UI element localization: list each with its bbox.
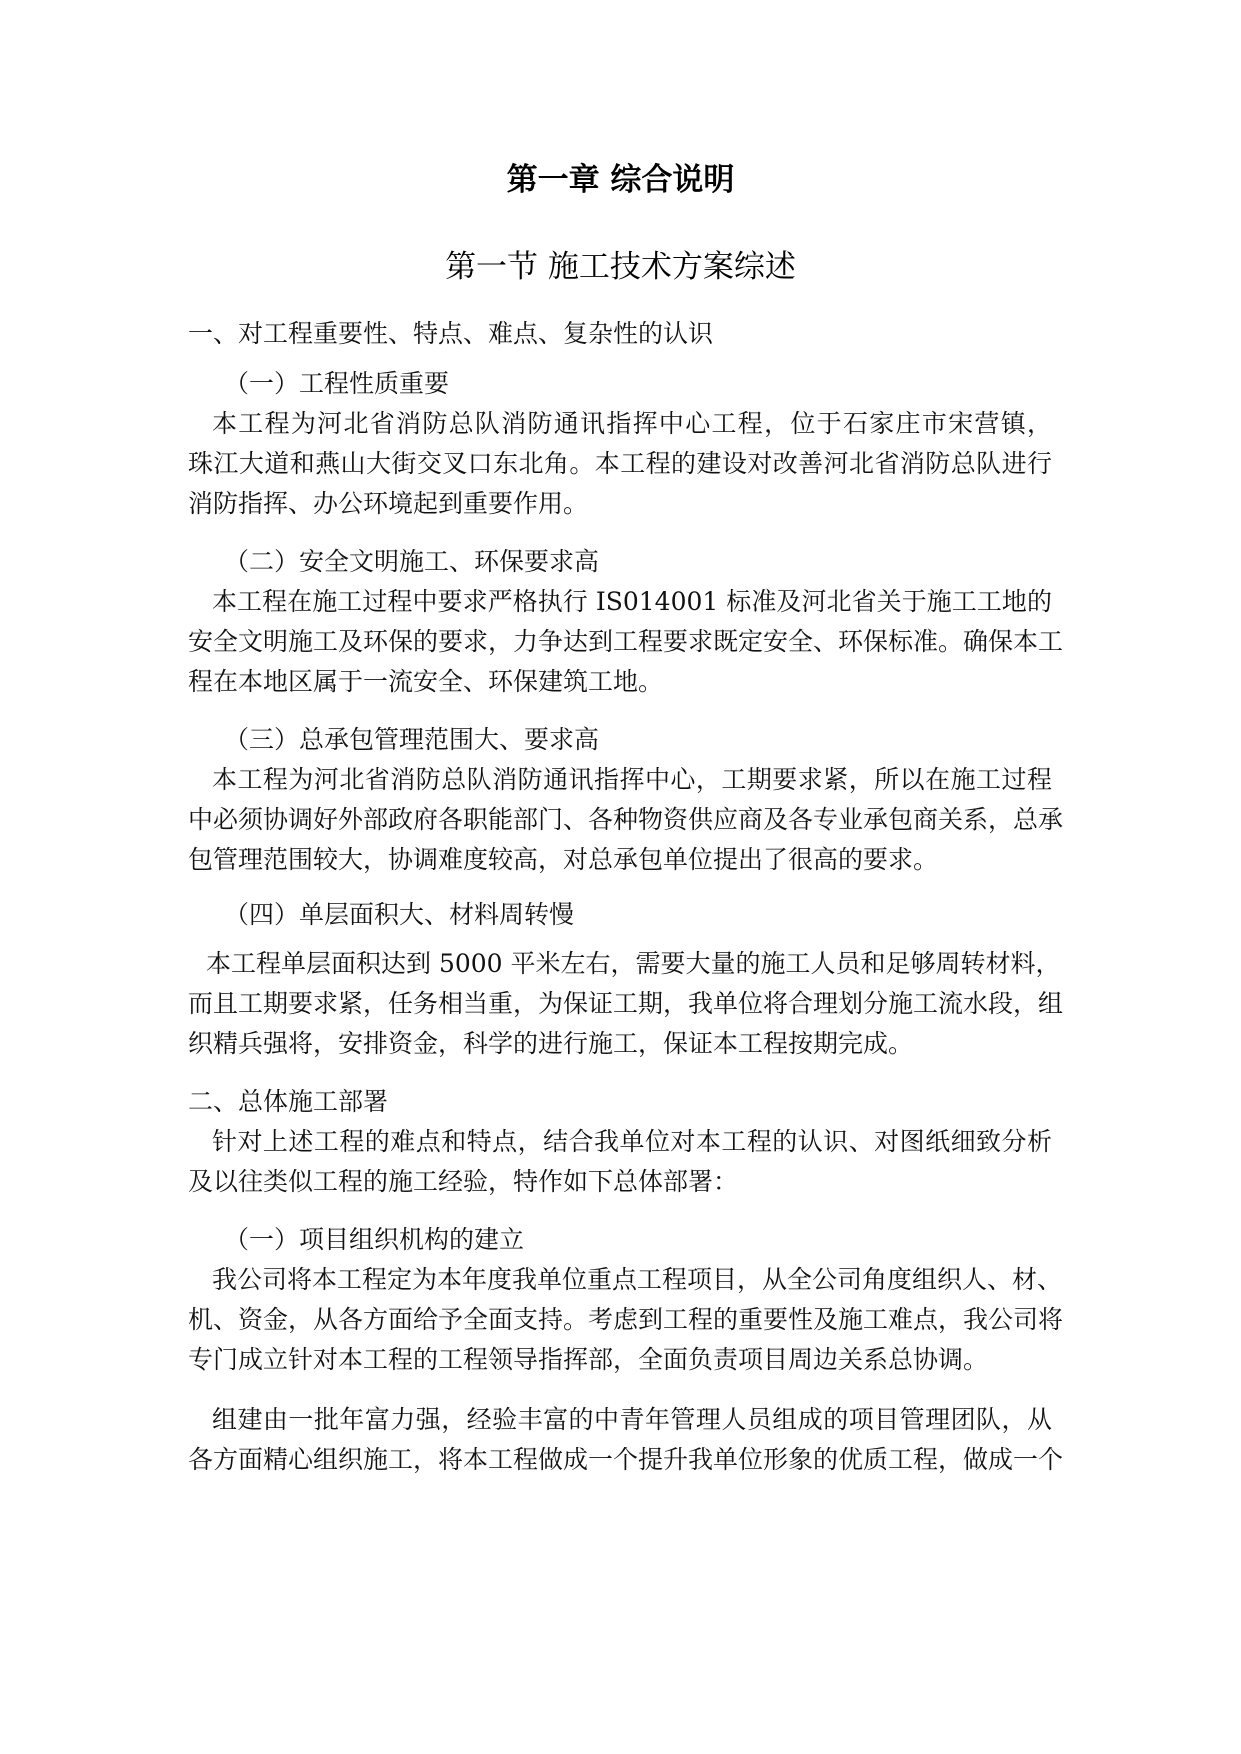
paragraph-line: 各方面精心组织施工，将本工程做成一个提升我单位形象的优质工程，做成一个: [188, 1445, 1064, 1474]
paragraph-line: 机、资金，从各方面给予全面支持。考虑到工程的重要性及施工难点，我公司将: [188, 1305, 1064, 1334]
heading-2: 二、总体施工部署: [188, 1087, 389, 1116]
subheading-5: （一）项目组织机构的建立: [224, 1225, 525, 1254]
paragraph-line: 而且工期要求紧，任务相当重，为保证工期，我单位将合理划分施工流水段，组: [188, 989, 1064, 1018]
paragraph-line: 珠江大道和燕山大街交叉口东北角。本工程的建设对改善河北省消防总队进行: [188, 449, 1052, 478]
paragraph-line: 安全文明施工及环保的要求，力争达到工程要求既定安全、环保标准。确保本工: [188, 627, 1064, 656]
paragraph-line: 本工程为河北省消防总队消防通讯指挥中心，工期要求紧，所以在施工过程: [212, 765, 1052, 794]
paragraph-line: 本工程在施工过程中要求严格执行 IS014001 标准及河北省关于施工工地的: [212, 587, 1052, 616]
subheading-3: （三）总承包管理范围大、要求高: [224, 725, 600, 754]
subheading-1: （一）工程性质重要: [224, 369, 450, 398]
heading-1: 一、对工程重要性、特点、难点、复杂性的认识: [188, 319, 714, 348]
subheading-4: （四）单层面积大、材料周转慢: [224, 900, 575, 929]
paragraph-line: 本工程为河北省消防总队消防通讯指挥中心工程，位于石家庄市宋营镇，: [212, 409, 1052, 438]
paragraph-line: 织精兵强将，安排资金，科学的进行施工，保证本工程按期完成。: [188, 1029, 914, 1058]
paragraph-line: 中必须协调好外部政府各职能部门、各种物资供应商及各专业承包商关系，总承: [188, 805, 1064, 834]
paragraph-line: 程在本地区属于一流安全、环保建筑工地。: [188, 667, 664, 696]
chapter-title: 第一章 综合说明: [506, 162, 735, 198]
paragraph-line: 我公司将本工程定为本年度我单位重点工程项目，从全公司角度组织人、材、: [212, 1265, 1063, 1294]
paragraph-line: 消防指挥、办公环境起到重要作用。: [188, 489, 589, 518]
paragraph-line: 专门成立针对本工程的工程领导指挥部，全面负责项目周边关系总协调。: [188, 1345, 989, 1374]
paragraph-line: 针对上述工程的难点和特点，结合我单位对本工程的认识、对图纸细致分析: [212, 1127, 1052, 1156]
paragraph-line: 包管理范围较大，协调难度较高，对总承包单位提出了很高的要求。: [188, 845, 939, 874]
section-title: 第一节 施工技术方案综述: [445, 249, 796, 285]
paragraph-line: 本工程单层面积达到 5000 平米左右，需要大量的施工人员和足够周转材料，: [206, 949, 1061, 978]
paragraph-line: 及以往类似工程的施工经验，特作如下总体部署：: [188, 1167, 739, 1196]
paragraph-line: 组建由一批年富力强，经验丰富的中青年管理人员组成的项目管理团队，从: [212, 1405, 1052, 1434]
subheading-2: （二）安全文明施工、环保要求高: [224, 547, 600, 576]
